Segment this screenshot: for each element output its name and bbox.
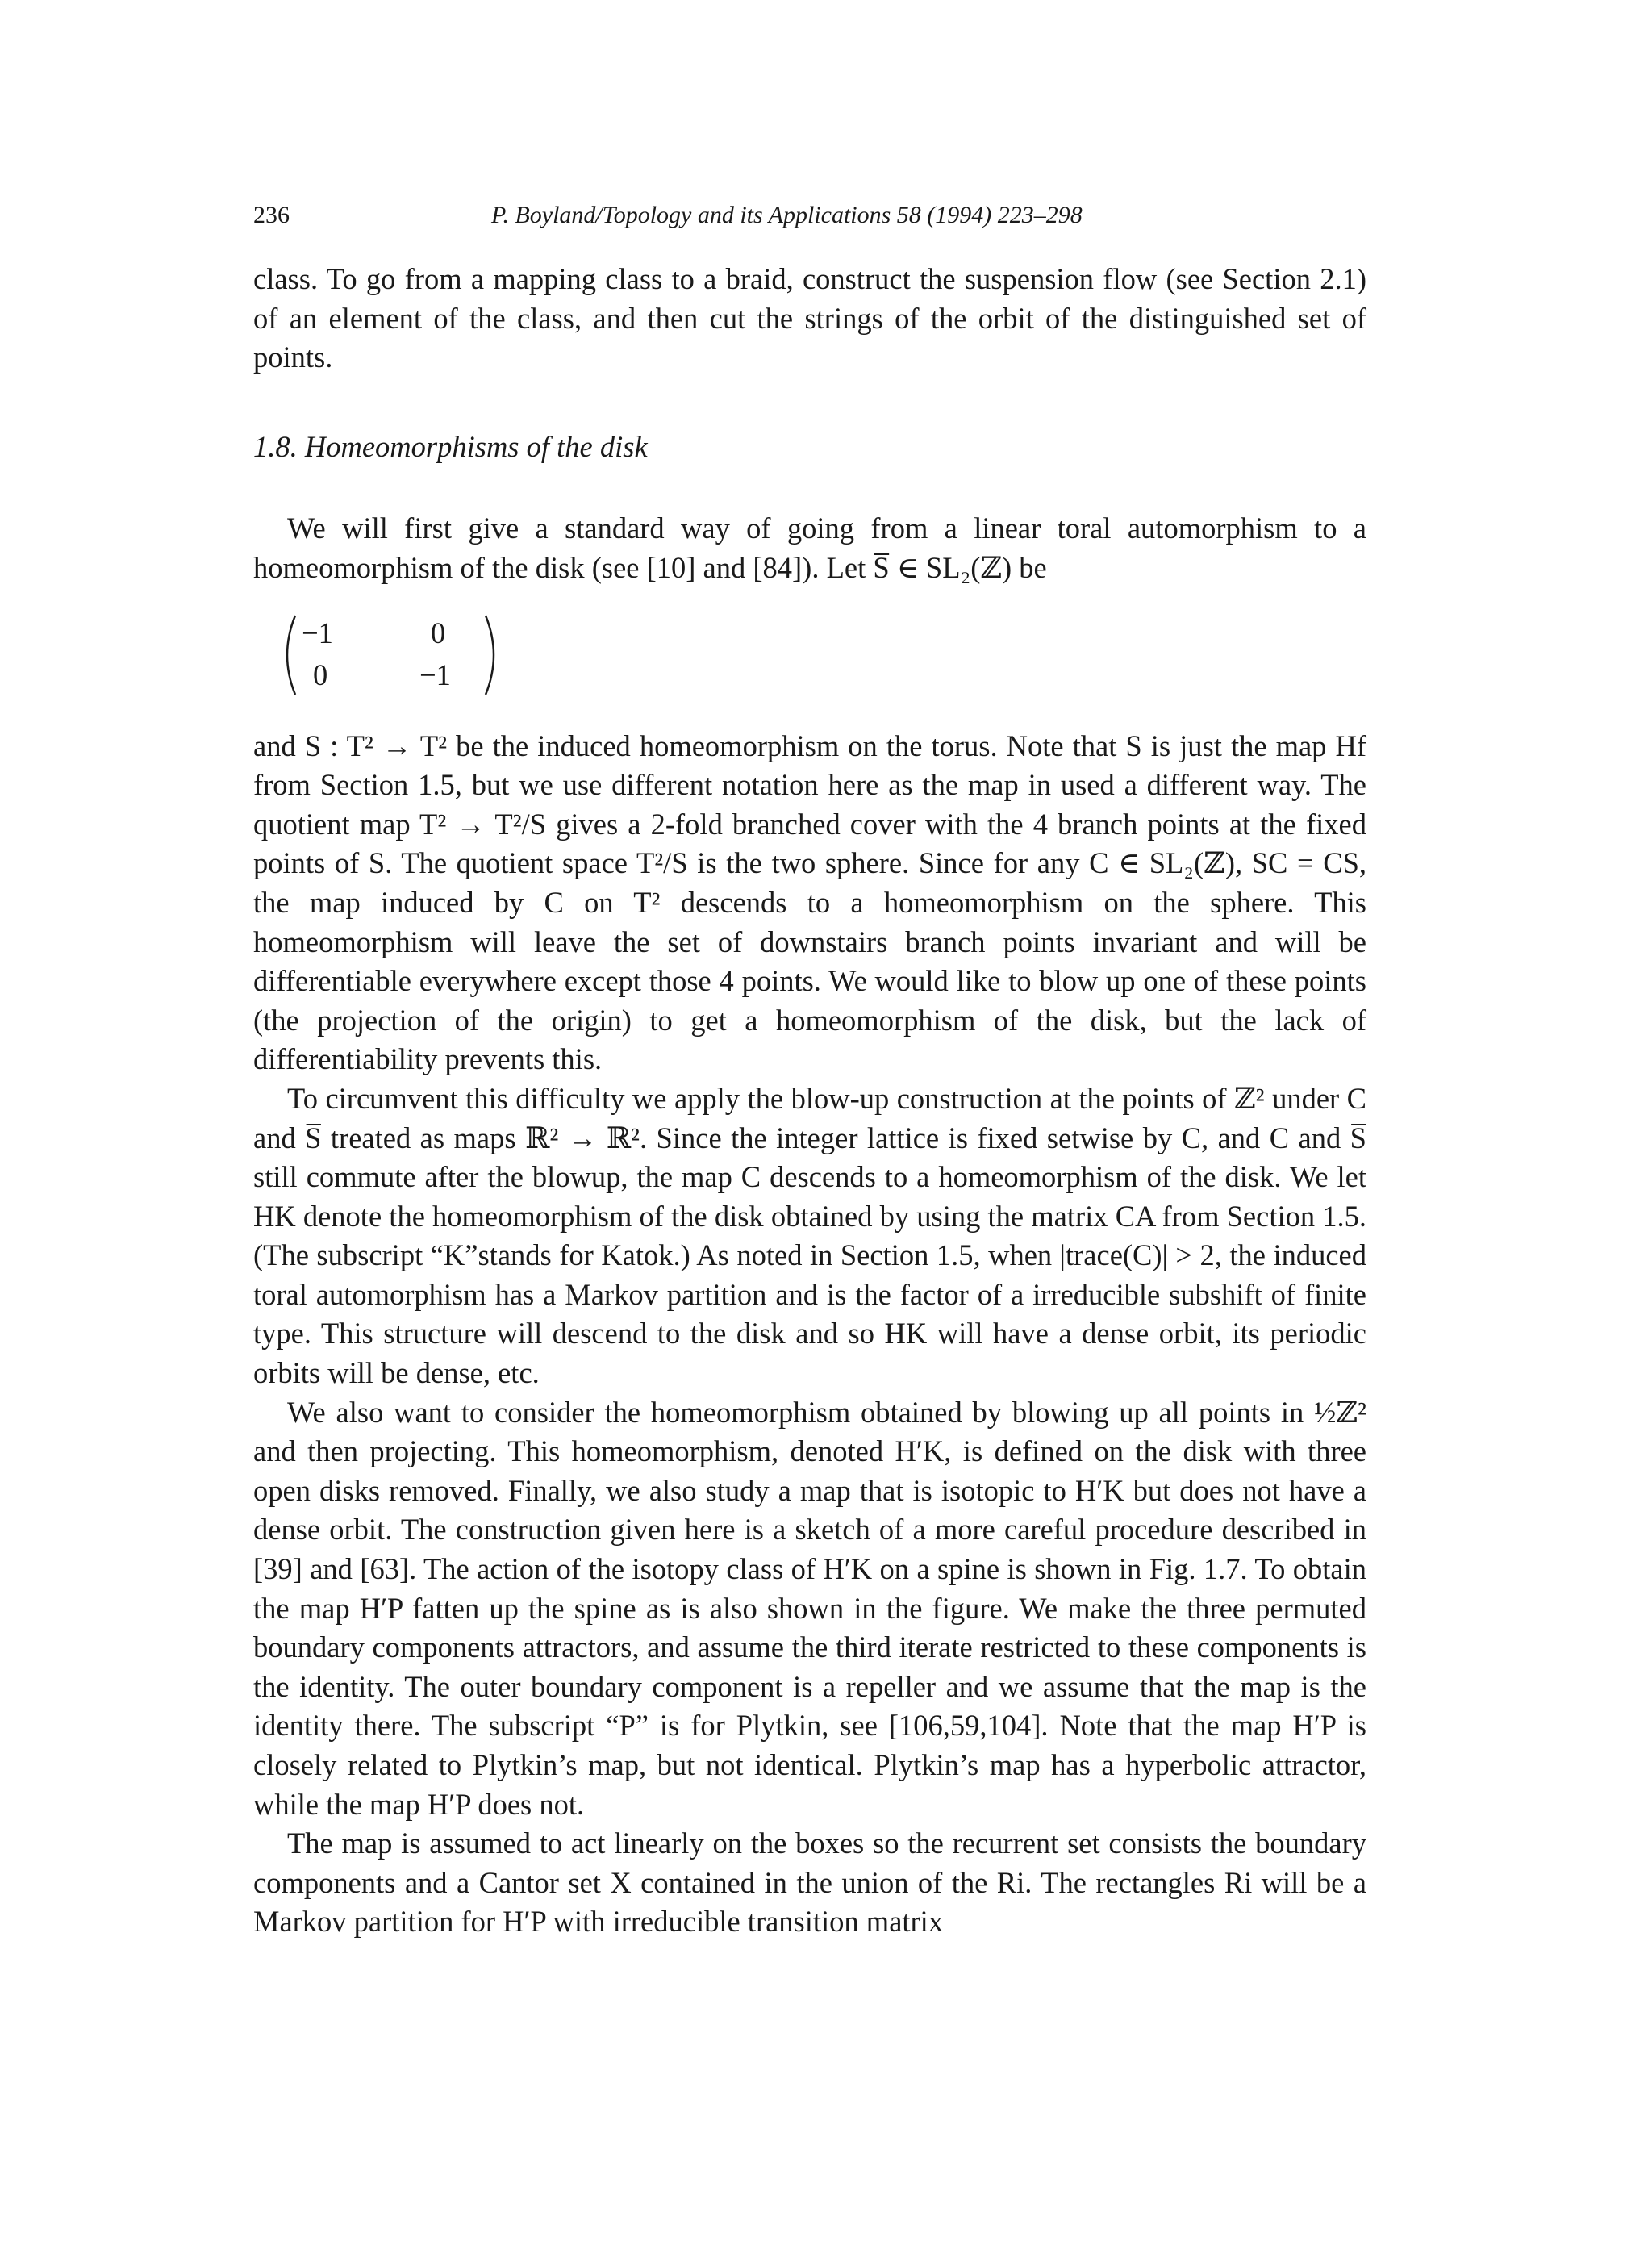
- matrix-cell-21: 0: [313, 658, 328, 691]
- section-heading: 1.8. Homeomorphisms of the disk: [253, 429, 648, 463]
- paragraph-2: We will first give a standard way of going from a linear toral automorphism to a homeomorphism of the disk (see [10] and [84]). Let S̅ ∈ SL₂(ℤ) be: [253, 511, 1366, 584]
- paragraph-3: and S : T² → T² be the induced homeomorphism on the torus. Note that S is just the map Hf from Section 1.5, but we use different notation here as the map in used a different way. The quotient map T² → T²/S gives a 2-fold branched cover with the 4 branch points at the fixed points of S. The quotient space T²/S is the two sphere. Since for any C ∈ SL₂(ℤ), SC = CS, the map induced by C on T² descends to a homeomorphism on the sphere. This homeomorphism will leave the set of downstairs branch points invariant and will be differentiable everywhere except those 4 points. We would like to blow up one of these points (the projection of the origin) to get a homeomorphism of the disk, but the lack of differentiability prevents this.: [253, 728, 1366, 1076]
- paragraph-5: We also want to consider the homeomorphism obtained by blowing up all points in ½ℤ² and then projecting. This homeomorphism, denoted H′K, is defined on the disk with three open disks removed. Finally, we also study a map that is isotopic to H′K but does not have a dense orbit. The construction given here is a sketch of a more careful procedure described in [39] and [63]. The action of the isotopy class of H′K on a spine is shown in Fig. 1.7. To obtain the map H′P fatten up the spine as is also shown in the figure. We make the three permuted boundary components attractors, and assume the third iterate restricted to these components is the identity. The outer boundary component is a repeller and we assume that the map is the identity there. The subscript “P” is for Plytkin, see [106,59,104]. Note that the map H′P is closely related to Plytkin’s map, but not identical. Plytkin’s map has a hyperbolic attractor, while the map H′P does not.: [253, 1395, 1366, 1821]
- body-text: [253, 260, 1366, 1942]
- matrix-cell-12: 0: [431, 616, 446, 649]
- matrix-cell-22: −1: [419, 658, 451, 691]
- page-number: 236: [253, 202, 290, 228]
- paragraph-4: To circumvent this difficulty we apply the blow-up construction at the points of ℤ² under C and S̅ treated as maps ℝ² → ℝ². Since the integer lattice is fixed setwise by C, and C and S̅ still commute after the blowup, the map C descends to a homeomorphism of the disk. We let HK denote the homeomorphism of the disk obtained by using the matrix CA from Section 1.5. (The subscript “K”stands for Katok.) As noted in Section 1.5, when |trace(C)| > 2, the induced toral automorphism has a Markov partition and is the factor of a irreducible subshift of finite type. This structure will descend to the disk and so HK will have a dense orbit, its periodic orbits will be dense, etc.: [253, 1081, 1366, 1390]
- paragraph-6: The map is assumed to act linearly on the boxes so the recurrent set consists the boundary components and a Cantor set X contained in the union of the Ri. The rectangles Ri will be a Markov partition for H′P with irreducible transition matrix: [253, 1826, 1366, 1939]
- matrix-display: [277, 611, 503, 699]
- running-head: P. Boyland/Topology and its Applications 58 (1994) 223–298: [491, 202, 1083, 228]
- page-header: [253, 202, 1366, 234]
- matrix-cell-11: −1: [302, 616, 333, 649]
- paragraph-1: class. To go from a mapping class to a braid, construct the suspension flow (see Section 2.1) of an element of the class, and then cut the strings of the orbit of the distinguished set of points.: [253, 262, 1366, 374]
